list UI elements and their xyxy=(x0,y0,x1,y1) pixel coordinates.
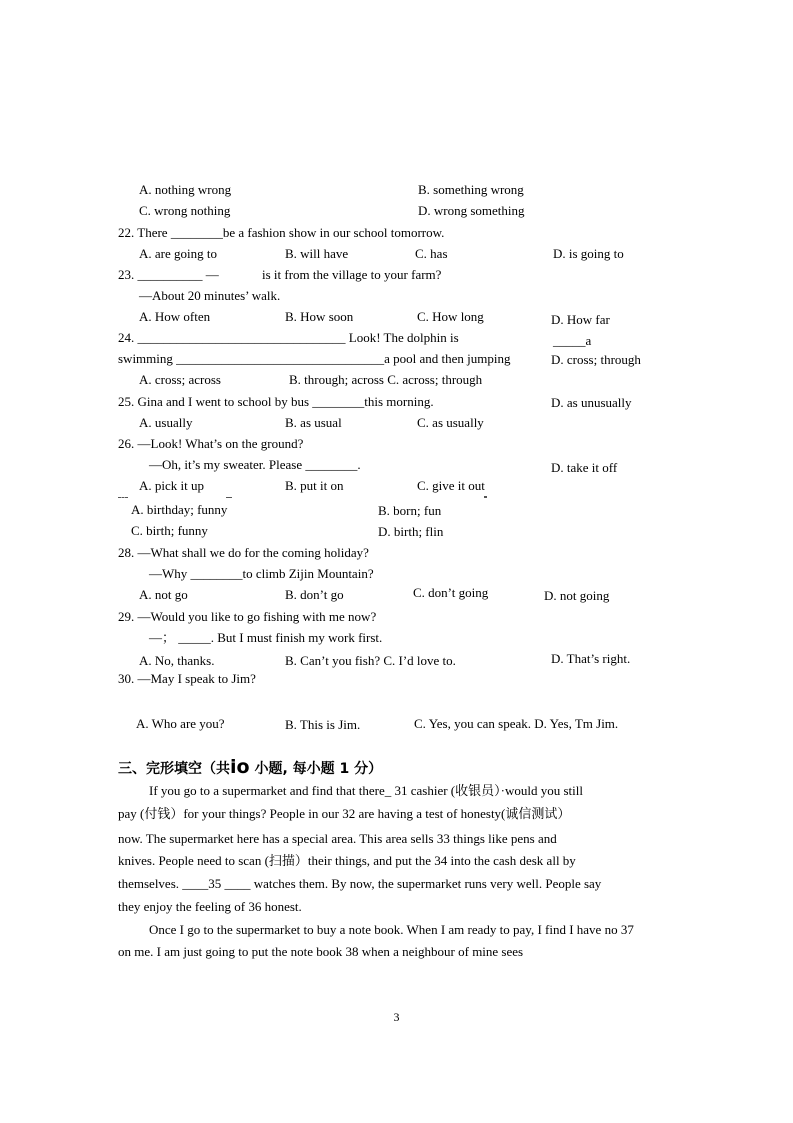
q28-stem: 28. —What shall we do for the coming holiday? xyxy=(118,545,369,560)
passage-line: now. The supermarket here has a special area. This area sells 33 things like pens and xyxy=(118,831,557,846)
q21-option-b: B. something wrong xyxy=(418,182,524,197)
section-heading-prefix: 三、完形填空（共 xyxy=(118,761,230,777)
q25-stem: 25. Gina and I went to school by bus ________this morning. xyxy=(118,394,434,409)
passage-line: knives. People need to scan (扫描）their things, and put the 34 into the cash desk all by xyxy=(118,853,576,868)
q23-stem: 23. __________ — xyxy=(118,267,219,282)
q28-option-d: D. not going xyxy=(544,588,610,603)
section-heading-count: io xyxy=(230,756,250,778)
q23-option-d: D. How far xyxy=(551,312,610,327)
q29-option-d: D. That’s right. xyxy=(551,651,631,666)
section-heading-suffix: 小题, 每小题 1 分） xyxy=(254,761,383,777)
q30-option-b: B. This is Jim. xyxy=(285,717,361,732)
q26-option-b: B. put it on xyxy=(285,478,344,493)
q27-option-c: C. birth; funny xyxy=(131,523,208,538)
q26-stem: 26. —Look! What’s on the ground? xyxy=(118,436,304,451)
q24-option-bc: B. through; across C. across; through xyxy=(289,372,483,387)
clipped-line-fragment xyxy=(484,496,487,498)
q30-stem: 30. —May I speak to Jim? xyxy=(118,671,256,686)
q28-option-b: B. don’t go xyxy=(285,587,344,602)
q24-line2: swimming ________________________________a pool and then jumping xyxy=(118,351,511,366)
passage-line: If you go to a supermarket and find that there_ 31 cashier (收银员）·would you still xyxy=(149,783,583,798)
section-heading xyxy=(118,758,382,778)
q24-blank: _____a xyxy=(553,333,592,348)
q28-answer: —Why ________to climb Zijin Mountain? xyxy=(149,566,374,581)
q24-stem: 24. ________________________________ Look! The dolphin is xyxy=(118,330,459,345)
q25-option-b: B. as usual xyxy=(285,415,342,430)
q27-option-b: B. born; fun xyxy=(378,503,442,518)
q26-option-c: C. give it out xyxy=(417,478,485,493)
passage-line: Once I go to the supermarket to buy a note book. When I am ready to pay, I find I have no 37 xyxy=(149,922,634,937)
q26-option-d: D. take it off xyxy=(551,460,618,475)
q29-option-bc: B. Can’t you fish? C. I’d love to. xyxy=(285,653,456,668)
q22-option-d: D. is going to xyxy=(553,246,624,261)
q23-stem-rest: is it from the village to your farm? xyxy=(262,267,442,282)
q30-option-a: A. Who are you? xyxy=(136,716,225,731)
q23-option-c: C. How long xyxy=(417,309,484,324)
passage-line: on me. I am just going to put the note book 38 when a neighbour of mine sees xyxy=(118,944,524,959)
passage-line: they enjoy the feeling of 36 honest. xyxy=(118,899,302,914)
q28-option-a: A. not go xyxy=(139,587,188,602)
q23-option-b: B. How soon xyxy=(285,309,354,324)
page-number: 3 xyxy=(393,1010,400,1024)
q22-option-c: C. has xyxy=(415,246,448,261)
q25-option-c: C. as usually xyxy=(417,415,484,430)
q29-option-a: A. No, thanks. xyxy=(139,653,215,668)
q26-answer: —Oh, it’s my sweater. Please ________. xyxy=(149,457,361,472)
q24-option-d: D. cross; through xyxy=(551,352,641,367)
q30-option-cd: C. Yes, you can speak. D. Yes, Tm Jim. xyxy=(414,716,619,731)
q28-option-c: C. don’t going xyxy=(413,585,489,600)
clipped-line-fragment xyxy=(118,497,128,499)
q27-option-d: D. birth; flin xyxy=(378,524,444,539)
q26-option-a: A. pick it up xyxy=(139,478,204,493)
q25-option-a: A. usually xyxy=(139,415,193,430)
q22-option-b: B. will have xyxy=(285,246,349,261)
q29-answer: —； _____. But I must finish my work first. xyxy=(149,630,383,645)
q29-stem: 29. —Would you like to go fishing with me now? xyxy=(118,609,377,624)
q22-option-a: A. are going to xyxy=(139,246,217,261)
passage-line: themselves. ____35 ____ watches them. By now, the supermarket runs very well. People say xyxy=(118,876,602,891)
q22-stem: 22. There ________be a fashion show in our school tomorrow. xyxy=(118,225,445,240)
q21-option-d: D. wrong something xyxy=(418,203,525,218)
q27-option-a: A. birthday; funny xyxy=(131,502,228,517)
q21-option-c: C. wrong nothing xyxy=(139,203,231,218)
q24-option-a: A. cross; across xyxy=(139,372,221,387)
q25-option-d: D. as unusually xyxy=(551,395,632,410)
clipped-line-fragment xyxy=(226,497,232,499)
passage-line: pay (付钱）for your things? People in our 32 are having a test of honesty(诚信测试） xyxy=(118,806,571,821)
q23-answer: —About 20 minutes’ walk. xyxy=(139,288,281,303)
q21-option-a: A. nothing wrong xyxy=(139,182,232,197)
q23-option-a: A. How often xyxy=(139,309,211,324)
